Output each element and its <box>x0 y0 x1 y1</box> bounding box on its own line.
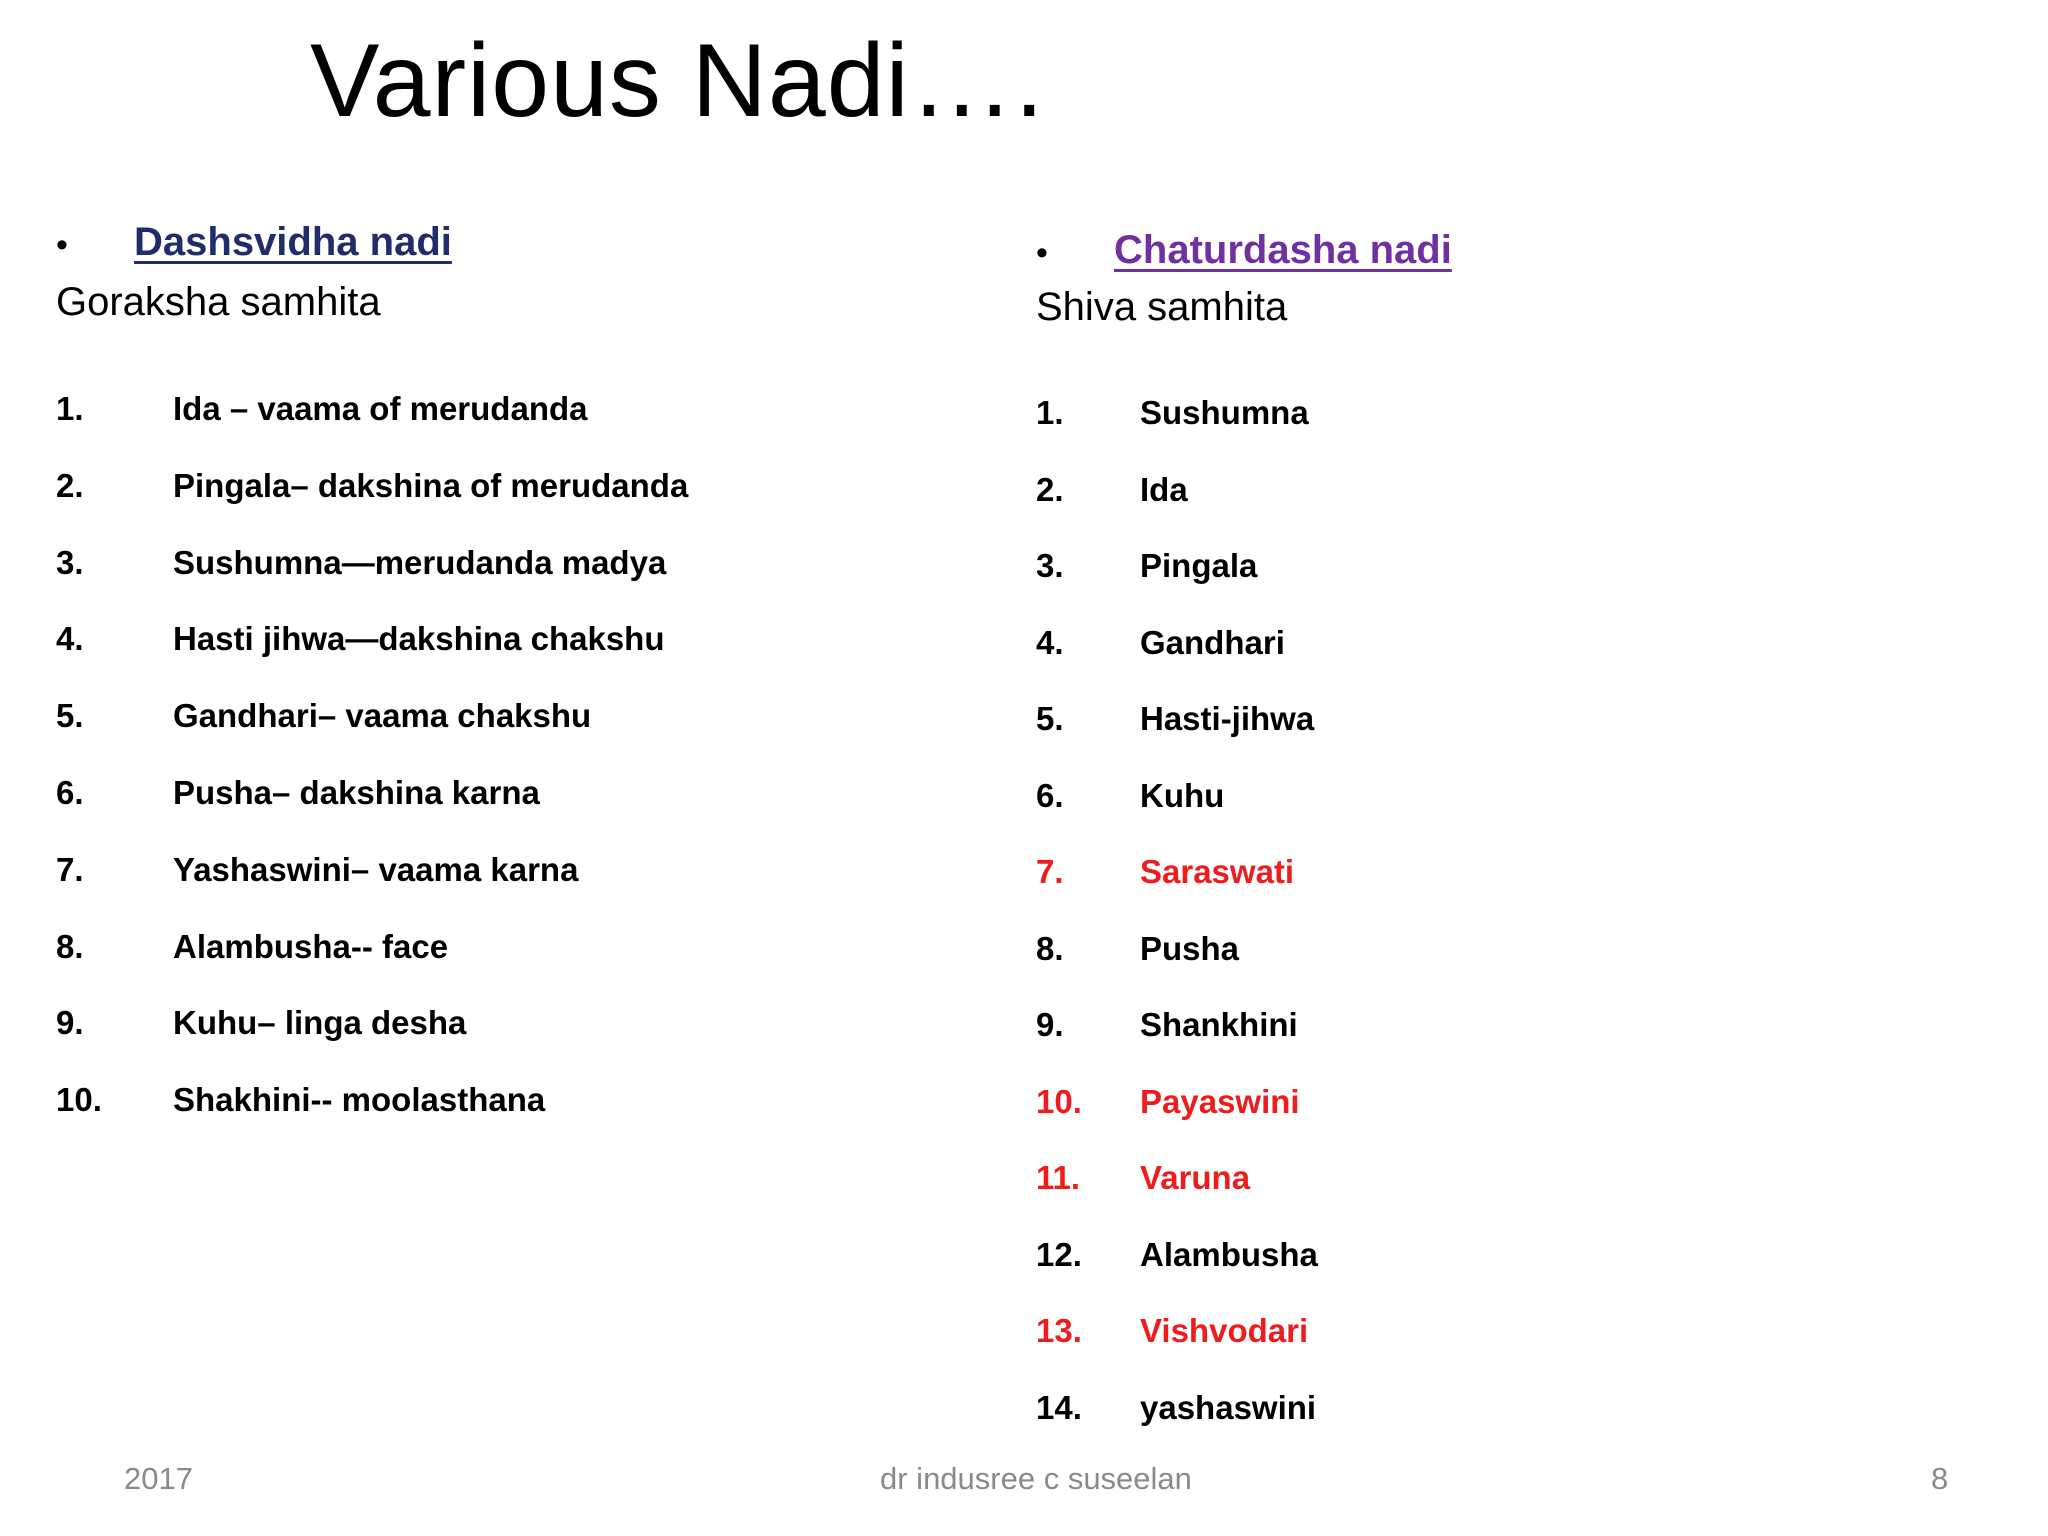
list-item-text: yashaswini <box>1140 1388 1317 1426</box>
dashsvidha-nadi-link[interactable]: Dashsvidha nadi <box>134 220 452 264</box>
list-item-text: Ida <box>1140 470 1188 508</box>
slide-title: Various Nadi…. <box>310 23 1045 139</box>
list-item-text: Pingala <box>1140 547 1258 584</box>
list-item-number: 14. <box>1036 1388 1082 1426</box>
list-item-number: 1. <box>1036 394 1064 431</box>
list-item-text: Sushumna—merudanda madya <box>173 543 667 581</box>
list-item-number: 6. <box>1036 776 1064 814</box>
list-item-text: Pingala– dakshina of merudanda <box>173 466 689 504</box>
list-item-number: 9. <box>56 1004 84 1042</box>
list-item-text: Pusha– dakshina karna <box>173 774 540 811</box>
list-item-text: Shakhini-- moolasthana <box>173 1081 546 1119</box>
list-item-number: 10. <box>1036 1082 1082 1120</box>
list-item-number: 10. <box>56 1081 102 1119</box>
list-item-number: 8. <box>1036 929 1064 967</box>
list-item-number: 3. <box>56 543 84 581</box>
list-item-number: 13. <box>1036 1312 1082 1349</box>
right-subheading: Shiva samhita <box>1036 285 1288 329</box>
list-item-text: Payaswini <box>1140 1082 1300 1120</box>
list-item-number: 11. <box>1036 1159 1081 1196</box>
list-item-text: Yashaswini– vaama karna <box>173 850 579 888</box>
list-item-text: Saraswati <box>1140 853 1295 890</box>
list-item-number: 3. <box>1036 547 1064 584</box>
list-item-text: Varuna <box>1140 1159 1251 1196</box>
list-item-number: 8. <box>56 927 84 965</box>
footer-year: 2017 <box>124 1461 193 1496</box>
list-item-number: 5. <box>56 697 84 735</box>
list-item-text: Kuhu <box>1140 776 1225 814</box>
list-item-number: 1. <box>56 390 84 427</box>
list-item-number: 4. <box>1036 623 1064 661</box>
right-bullet: • <box>1036 234 1048 272</box>
list-item-text: Alambusha <box>1140 1235 1318 1273</box>
list-item-text: Gandhari <box>1140 623 1285 661</box>
list-item-text: Sushumna <box>1140 394 1309 431</box>
footer-page-number: 8 <box>1931 1461 1949 1496</box>
list-item-text: Vishvodari <box>1140 1312 1309 1349</box>
list-item-text: Pusha <box>1140 929 1240 967</box>
list-item-number: 2. <box>56 466 84 504</box>
list-item-number: 2. <box>1036 470 1064 508</box>
list-item-number: 7. <box>1036 853 1064 890</box>
list-item-text: Shankhini <box>1140 1006 1298 1043</box>
list-item-number: 7. <box>56 850 84 888</box>
list-item-number: 6. <box>56 774 84 811</box>
list-item-number: 4. <box>56 620 84 658</box>
chaturdasha-nadi-link[interactable]: Chaturdasha nadi <box>1114 228 1452 272</box>
list-item-text: Kuhu– linga desha <box>173 1004 467 1042</box>
list-item-number: 5. <box>1036 700 1064 737</box>
list-item-text: Hasti jihwa—dakshina chakshu <box>173 620 665 658</box>
list-item-text: Ida – vaama of merudanda <box>173 390 588 427</box>
list-item-number: 12. <box>1036 1235 1082 1273</box>
left-subheading: Goraksha samhita <box>56 280 381 324</box>
footer-author: dr indusree c suseelan <box>880 1461 1192 1496</box>
left-bullet: • <box>56 226 68 264</box>
list-item-text: Alambusha-- face <box>173 927 449 965</box>
list-item-text: Hasti-jihwa <box>1140 700 1315 737</box>
list-item-number: 9. <box>1036 1006 1064 1043</box>
list-item-text: Gandhari– vaama chakshu <box>173 697 592 735</box>
